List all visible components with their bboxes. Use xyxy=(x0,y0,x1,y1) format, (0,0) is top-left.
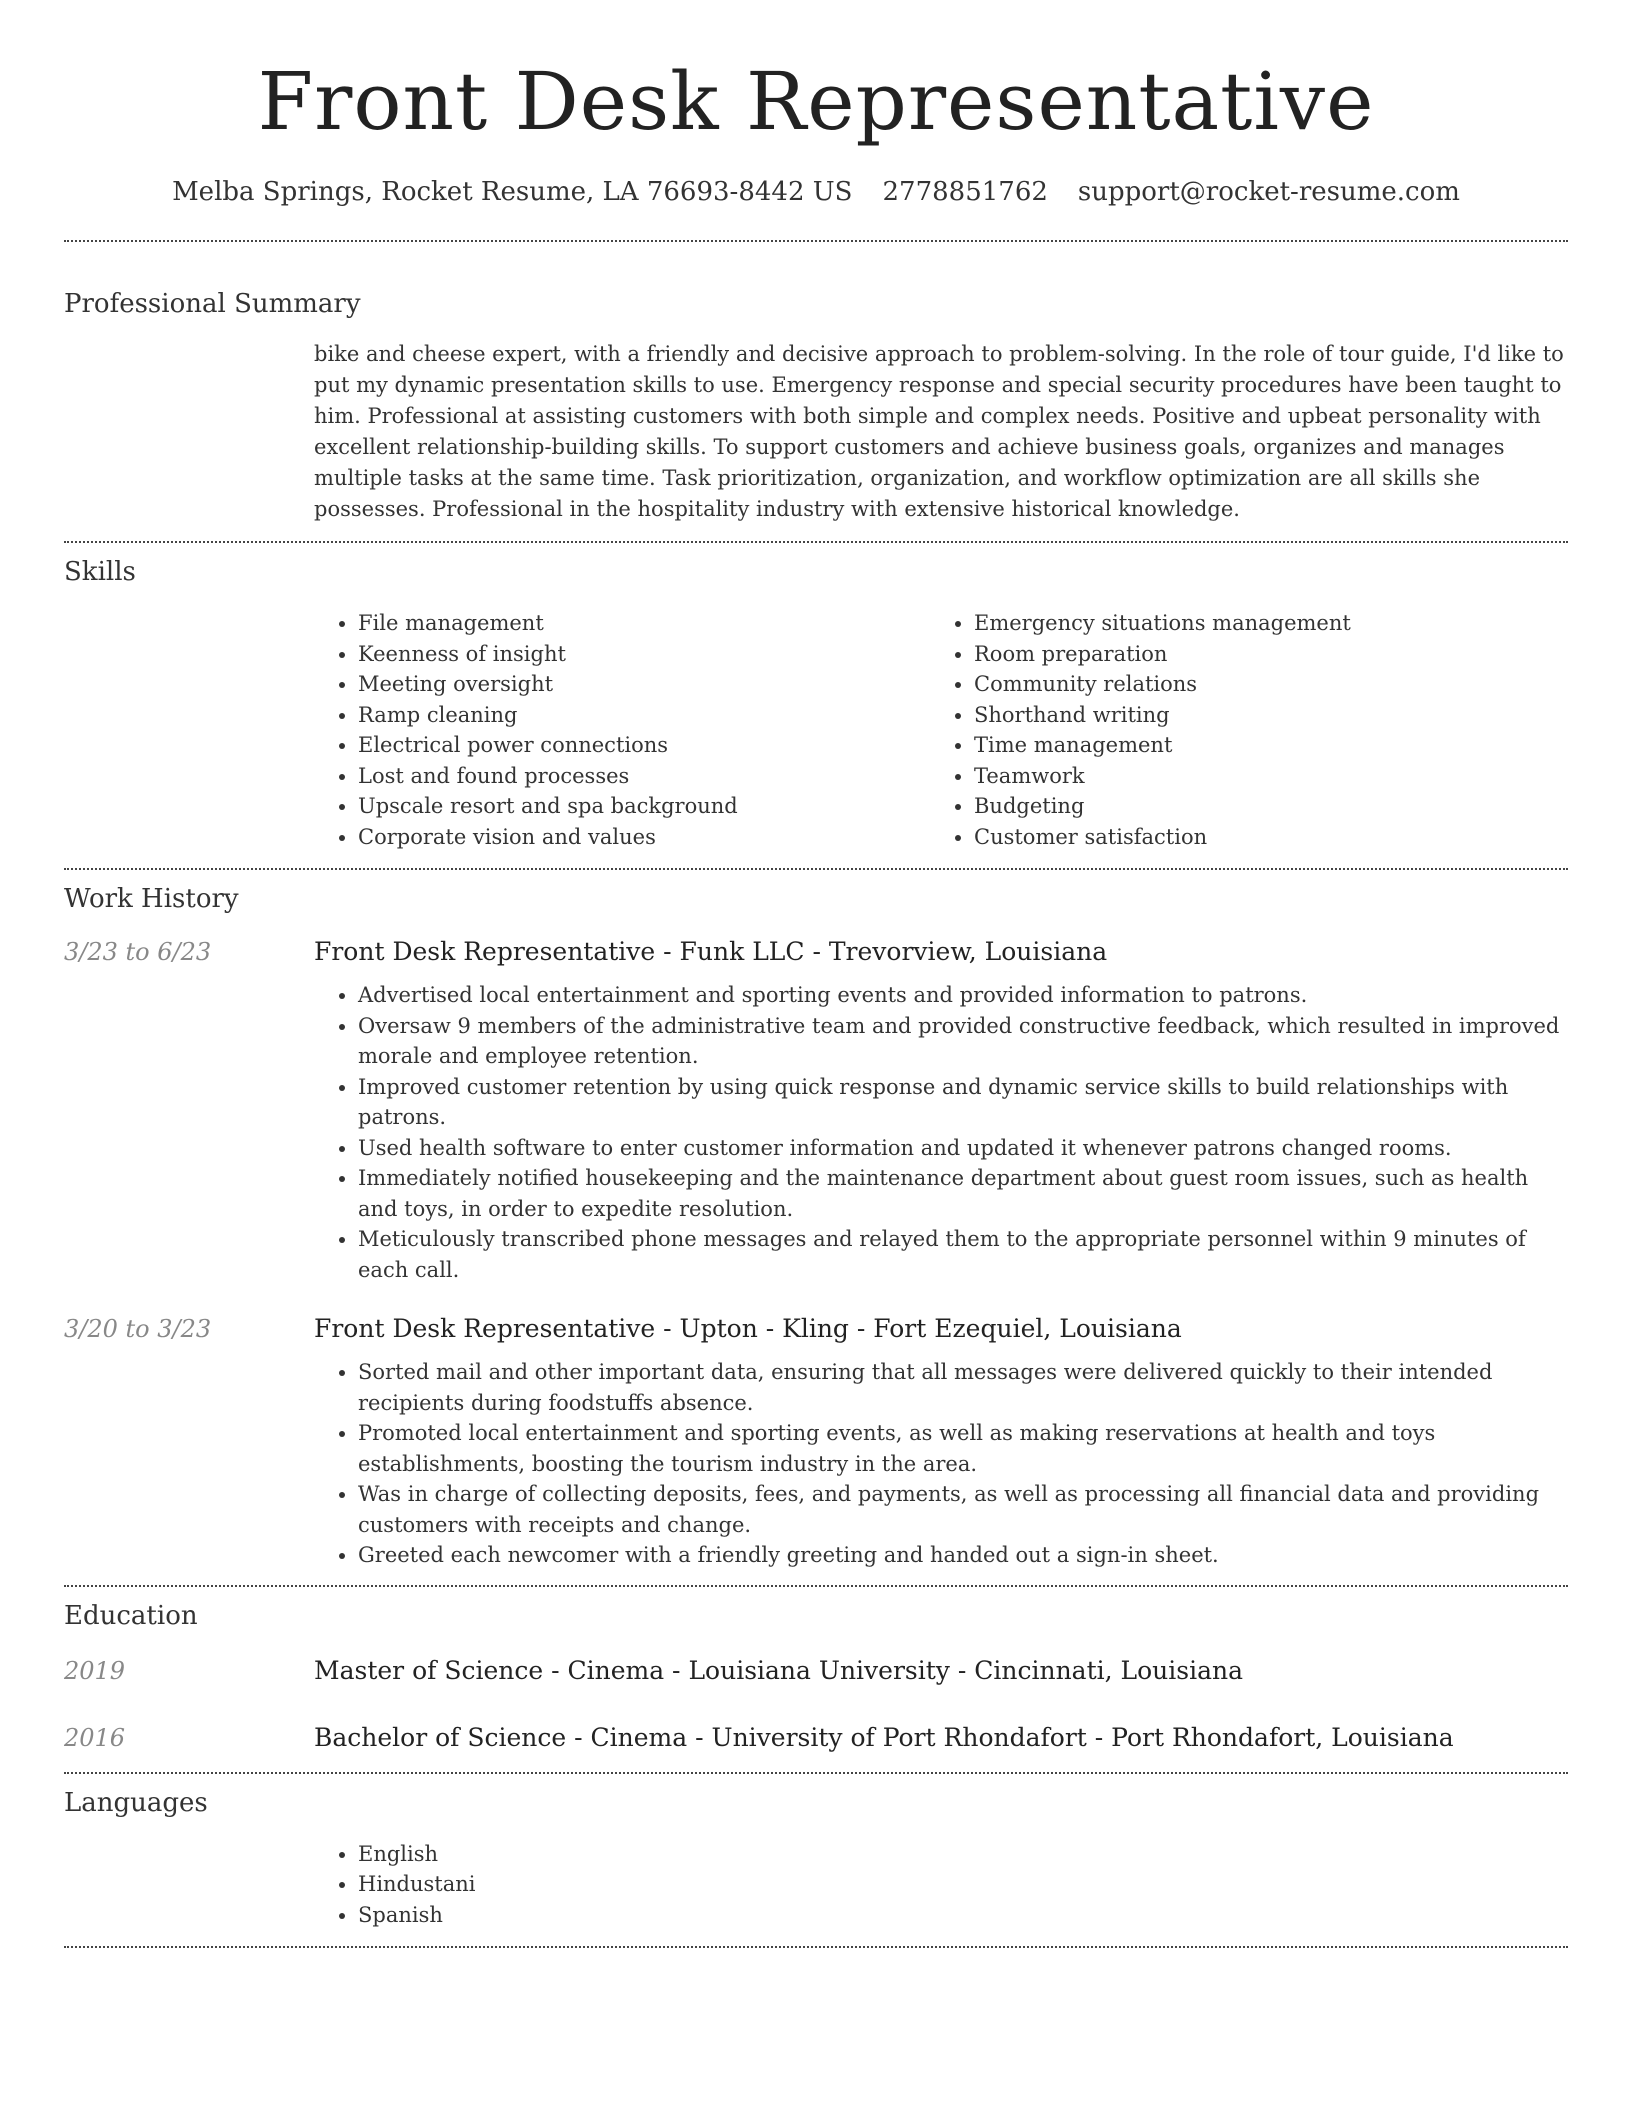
job-bullet: • Was in charge of collecting deposits, fees, and payments, as well as processing all financial data and providing customers with receipts and change. xyxy=(358,1479,1568,1540)
divider xyxy=(64,1946,1568,1948)
languages-section xyxy=(64,1786,1568,1931)
job-bullet: • Meticulously transcribed phone messages and relayed them to the appropriate personnel within 9 minutes of each call. xyxy=(358,1224,1568,1285)
job-bullet: • Greeted each newcomer with a friendly greeting and handed out a sign-in sheet. xyxy=(358,1540,1568,1571)
language-item: • Spanish xyxy=(358,1900,1568,1931)
skill-item: • Electrical power connections xyxy=(358,730,930,761)
job-bullet: • Used health software to enter customer information and updated it whenever patrons changed rooms. xyxy=(358,1133,1568,1164)
contact-line xyxy=(64,174,1568,210)
section-title-languages: Languages xyxy=(64,1787,208,1818)
divider xyxy=(64,240,1568,242)
education-section xyxy=(64,1599,1568,1754)
skill-item: • Upscale resort and spa background xyxy=(358,791,930,822)
job-bullet: • Advertised local entertainment and sporting events and provided information to patrons. xyxy=(358,980,1568,1011)
work-history-section xyxy=(64,882,1568,1571)
summary-section xyxy=(64,287,1568,525)
language-item: • English xyxy=(358,1839,1568,1870)
education-title: Master of Science - Cinema - Louisiana University - Cincinnati, Louisiana xyxy=(314,1655,1244,1685)
skill-item: • Shorthand writing xyxy=(974,700,1568,731)
skills-list-left xyxy=(314,608,930,852)
skill-item: • Budgeting xyxy=(974,791,1568,822)
job-entry xyxy=(64,936,1568,1285)
job-date: 3/23 to 6/23 xyxy=(64,938,212,966)
job-bullet: • Improved customer retention by using quick response and dynamic service skills to build relationships with patrons. xyxy=(358,1072,1568,1133)
skill-item: • Time management xyxy=(974,730,1568,761)
job-date: 3/20 to 3/23 xyxy=(64,1315,212,1343)
skills-grid xyxy=(314,608,1568,852)
skill-item: • Keenness of insight xyxy=(358,639,930,670)
skill-item: • File management xyxy=(358,608,930,639)
education-entry xyxy=(64,1655,1568,1687)
skill-item: • Lost and found processes xyxy=(358,761,930,792)
divider xyxy=(64,1585,1568,1587)
education-title: Bachelor of Science - Cinema - University of Port Rhondafort - Port Rhondafort, Louisiana xyxy=(314,1722,1454,1752)
education-date: 2019 xyxy=(64,1656,126,1685)
contact-address: Melba Springs, Rocket Resume, LA 76693-8442 US xyxy=(172,177,853,207)
skill-item: • Room preparation xyxy=(974,639,1568,670)
skill-item: • Corporate vision and values xyxy=(358,822,930,853)
skill-item: • Community relations xyxy=(974,669,1568,700)
skills-section xyxy=(64,555,1568,852)
divider xyxy=(64,1772,1568,1774)
skill-item: • Teamwork xyxy=(974,761,1568,792)
job-bullet: • Sorted mail and other important data, ensuring that all messages were delivered quickly to their intended recipients during foodstuffs absence. xyxy=(358,1357,1568,1418)
skills-list-right xyxy=(930,608,1568,852)
section-title-work-history: Work History xyxy=(64,884,239,914)
language-item: • Hindustani xyxy=(358,1869,1568,1900)
job-bullets xyxy=(314,980,1568,1285)
section-title-summary: Professional Summary xyxy=(64,289,361,319)
skill-item: • Customer satisfaction xyxy=(974,822,1568,853)
job-bullets xyxy=(314,1357,1568,1571)
job-title: Front Desk Representative - Funk LLC - Trevorview, Louisiana xyxy=(314,937,1108,966)
divider xyxy=(64,868,1568,870)
job-bullet: • Promoted local entertainment and sporting events, as well as making reservations at health and toys establishments, boosting the tourism industry in the area. xyxy=(358,1418,1568,1479)
skill-item: • Meeting oversight xyxy=(358,669,930,700)
education-entry xyxy=(64,1722,1568,1754)
job-bullet: • Oversaw 9 members of the administrative team and provided constructive feedback, which resulted in improved morale and employee retention. xyxy=(358,1011,1568,1072)
section-title-education: Education xyxy=(64,1600,198,1631)
job-bullet: • Immediately notified housekeeping and the maintenance department about guest room issues, such as health and toys, in order to expedite resolution. xyxy=(358,1163,1568,1224)
skill-item: • Emergency situations management xyxy=(974,608,1568,639)
resume-header xyxy=(64,0,1568,210)
section-title-skills: Skills xyxy=(64,557,136,587)
candidate-name: Front Desk Representative xyxy=(257,55,1375,148)
languages-list xyxy=(314,1839,1568,1931)
contact-phone: 2778851762 xyxy=(882,177,1048,207)
job-title: Front Desk Representative - Upton - Kling - Fort Ezequiel, Louisiana xyxy=(314,1314,1182,1343)
summary-text: bike and cheese expert, with a friendly and decisive approach to problem-solving. In the role of tour guide, I'd like to put my dynamic presentation skills to use. Emergency response and special security procedures have been taught to him. Professional at assisting customers with both simple and complex needs. Positive and upbeat personality with excellent relationship-building skills. To support customers and achieve business goals, organizes and manages multiple tasks at the same time. Task prioritization, organization, and workflow optimization are all skills she possesses. Professional in the hospitality industry with extensive historical knowledge. xyxy=(314,342,1564,521)
divider xyxy=(64,541,1568,543)
job-entry xyxy=(64,1313,1568,1571)
skill-item: • Ramp cleaning xyxy=(358,700,930,731)
education-date: 2016 xyxy=(64,1723,126,1752)
contact-email: support@rocket-resume.com xyxy=(1077,177,1460,207)
